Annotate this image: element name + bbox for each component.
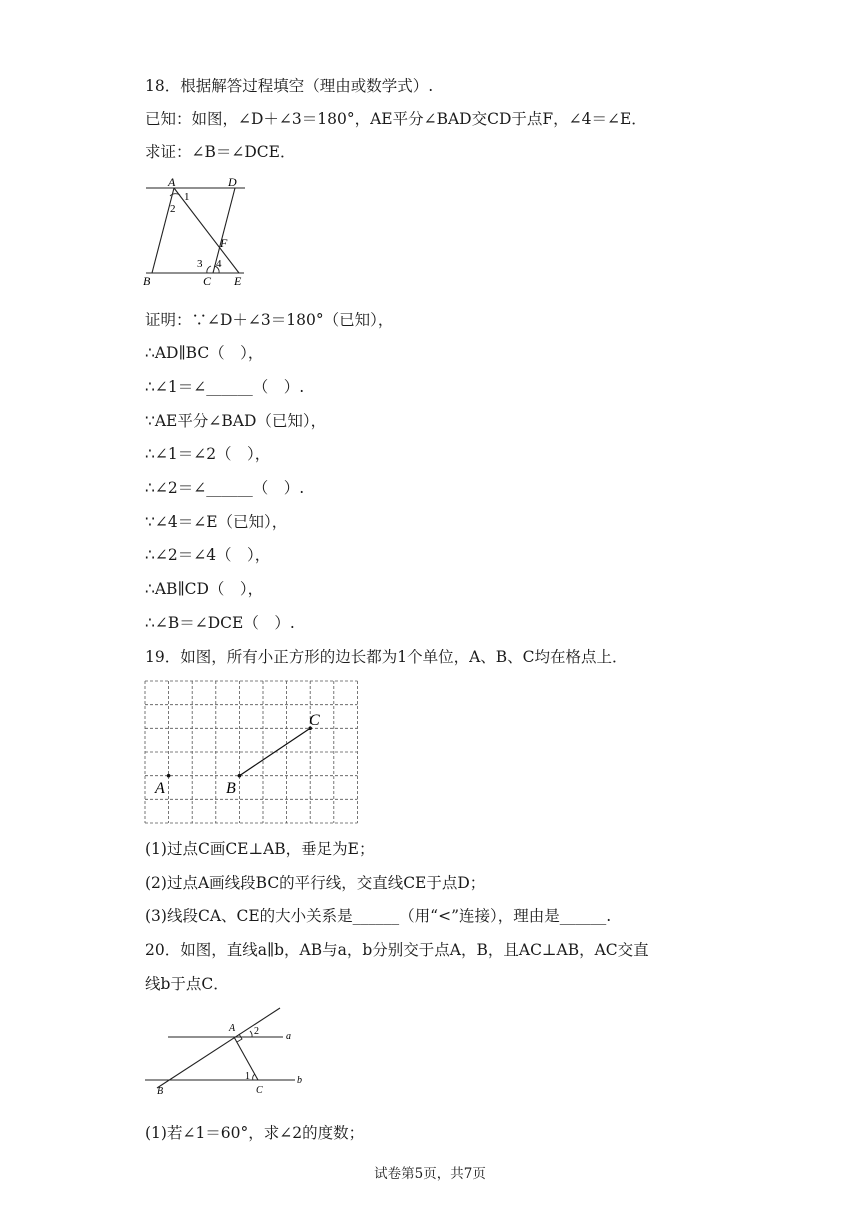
q18-proof-3: ∴∠1＝∠______（ ）. xyxy=(145,378,305,396)
q18-given: 已知：如图，∠D＋∠3＝180°，AE平分∠BAD交CD于点F，∠4＝∠E． xyxy=(145,110,647,128)
q20-part-1: (1)若∠1＝60°，求∠2的度数； xyxy=(145,1124,365,1142)
q18-label-B: B xyxy=(143,274,151,288)
q18-proof-5: ∴∠1＝∠2（ ）， xyxy=(145,445,271,463)
q18-proof-4: ∵AE平分∠BAD（已知）， xyxy=(145,412,327,430)
q19-part-2: (2)过点A画线段BC的平行线，交直线CE于点D； xyxy=(145,874,486,892)
q20-label-C: C xyxy=(256,1085,263,1096)
q18-proof-6: ∴∠2＝∠______（ ）. xyxy=(145,479,305,497)
q18-angle-1: 1 xyxy=(184,191,190,203)
q18-angle-2: 2 xyxy=(170,203,176,215)
q20-angle-2: 2 xyxy=(254,1026,259,1037)
q20-label-B: B xyxy=(157,1086,164,1097)
q18-proof-9: ∴AB∥CD（ ）， xyxy=(145,580,264,598)
q20-figure xyxy=(140,1003,320,1103)
q20-label-b: b xyxy=(297,1075,302,1086)
q18-label-A: A xyxy=(168,175,176,189)
q18-label-C: C xyxy=(203,274,212,288)
q18-angle-3: 3 xyxy=(197,258,203,270)
point-A xyxy=(167,774,171,778)
q18-label-E: E xyxy=(234,274,242,288)
q18-label-F: F xyxy=(220,236,228,250)
q18-figure xyxy=(140,172,255,292)
q19-grid-figure xyxy=(145,681,361,825)
q20-title-line2: 线b于点C． xyxy=(145,975,229,993)
q19-label-B: B xyxy=(226,780,236,797)
q20-label-A: A xyxy=(229,1023,236,1034)
q19-part-1: (1)过点C画CE⊥AB，垂足为E； xyxy=(145,840,375,858)
q18-title: 18．根据解答过程填空（理由或数学式）. xyxy=(145,77,434,95)
q18-label-D: D xyxy=(228,175,237,189)
grid-lines xyxy=(145,681,357,823)
q19-label-C: C xyxy=(309,712,320,729)
q18-proof-7: ∵∠4＝∠E（已知）， xyxy=(145,513,288,531)
q20-title-line1: 20．如图，直线a∥b，AB与a，b分别交于点A，B，且AC⊥AB，AC交直 xyxy=(145,941,649,959)
point-B xyxy=(238,774,242,778)
q19-part-3: (3)线段CA、CE的大小关系是______（用“<”连接），理由是______. xyxy=(145,907,612,925)
q20-label-a: a xyxy=(286,1031,291,1042)
q19-title: 19．如图，所有小正方形的边长都为1个单位，A、B、C均在格点上． xyxy=(145,648,628,666)
q18-proof-10: ∴∠B＝∠DCE（ ）. xyxy=(145,614,295,632)
q20-angle-1: 1 xyxy=(245,1071,250,1082)
q18-proof-1: 证明：∵∠D＋∠3＝180°（已知）， xyxy=(145,311,394,329)
q18-prove: 求证：∠B＝∠DCE． xyxy=(145,143,296,161)
page-footer: 试卷第5页，共7页 xyxy=(374,1166,486,1182)
q18-proof-2: ∴AD∥BC（ ）， xyxy=(145,344,264,362)
q19-label-A: A xyxy=(155,780,165,797)
q18-angle-4: 4 xyxy=(216,258,222,270)
q18-proof-8: ∴∠2＝∠4（ ）， xyxy=(145,546,271,564)
